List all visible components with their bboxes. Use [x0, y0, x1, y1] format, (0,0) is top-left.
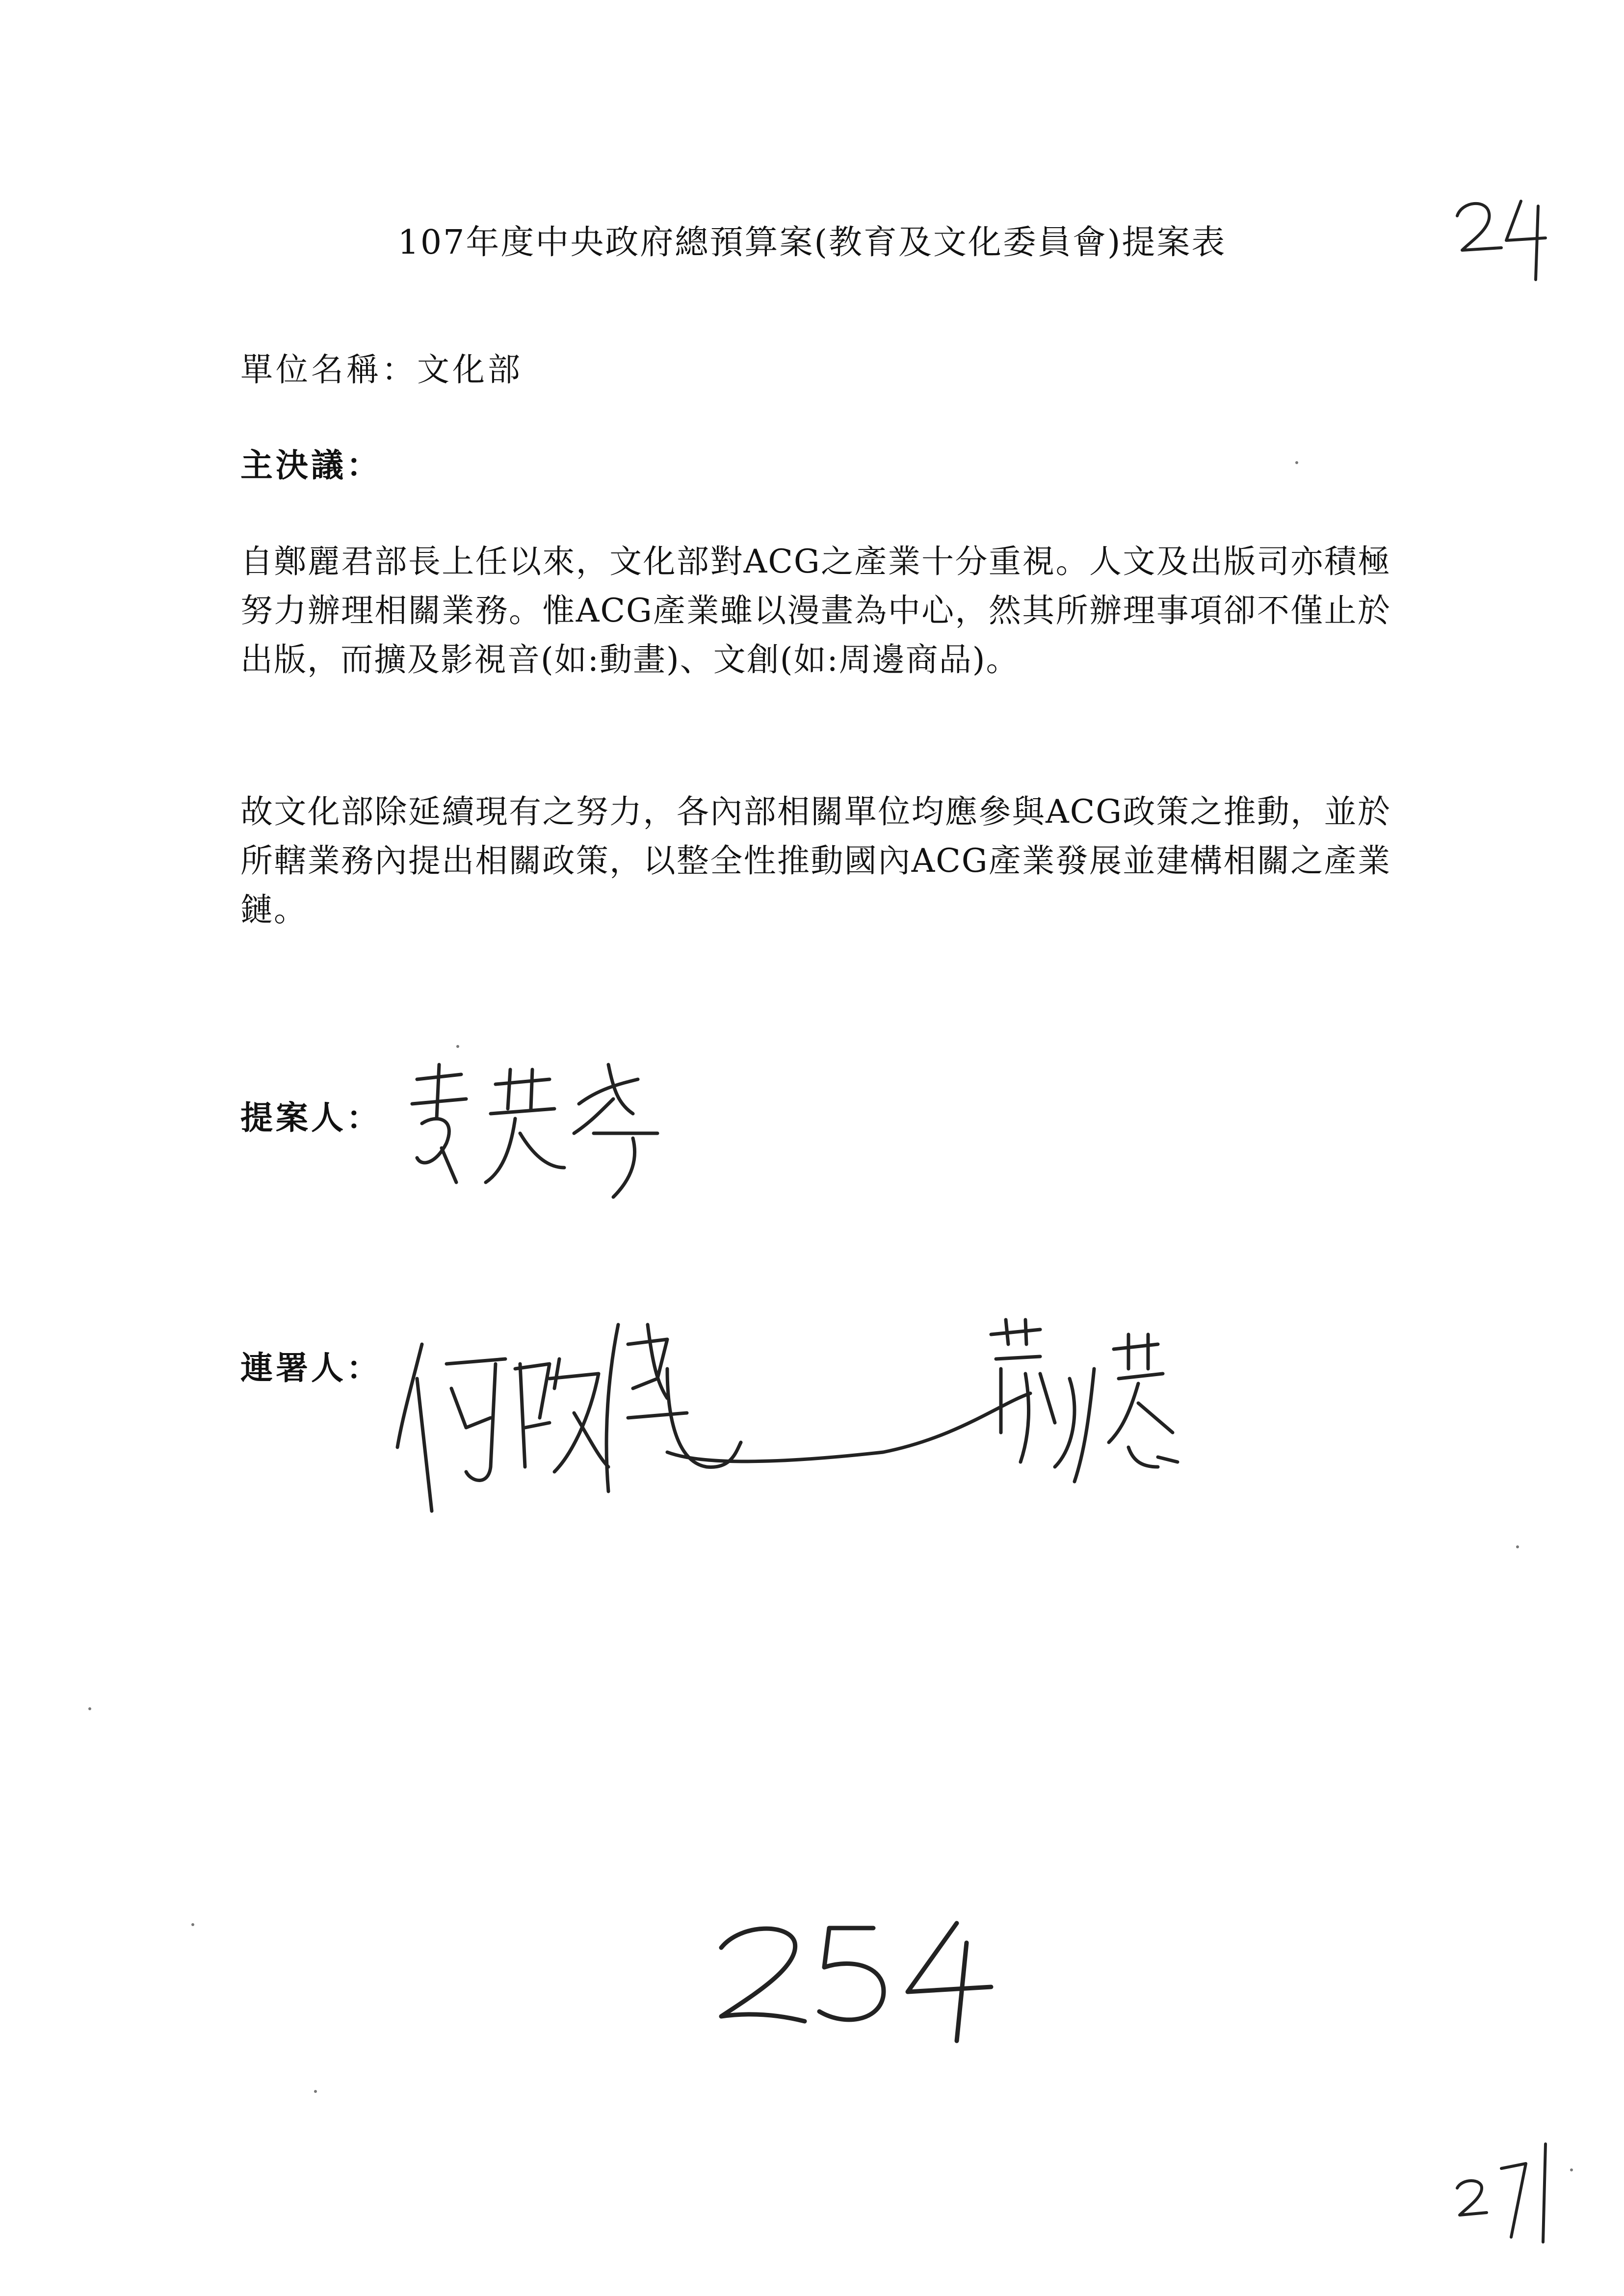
scan-speck — [1570, 2168, 1573, 2171]
proposer-label: 提案人： — [240, 1098, 382, 1137]
unit-name: 文化部 — [417, 351, 523, 389]
scan-speck — [88, 1707, 91, 1710]
resolution-label: 主決議： — [240, 446, 382, 484]
resolution-paragraph-1: 自鄭麗君部長上任以來，文化部對ACG之產業十分重視。人文及出版司亦積極努力辦理相關業務。惟ACG產業雖以漫畫為中心，然其所辦理事項卻不僅止於出版，而擴及影視音(如:動畫)、文創(如:周邊商品)。 — [240, 543, 1391, 678]
proposer-signature — [402, 1060, 677, 1222]
cosigner-label: 連署人： — [240, 1349, 382, 1387]
scan-speck — [191, 1923, 194, 1926]
scan-speck — [456, 1045, 459, 1048]
handwritten-mark-top-right — [1447, 186, 1560, 285]
resolution-paragraph-2: 故文化部除延續現有之努力，各內部相關單位均應參與ACG政策之推動，並於所轄業務內提出相關政策，以整全性推動國內ACG產業發展並建構相關之產業鏈。 — [240, 793, 1391, 929]
unit-row — [240, 343, 523, 390]
handwritten-mark-center — [711, 1913, 1006, 2041]
unit-label: 單位名稱： — [240, 351, 417, 389]
scan-speck — [1516, 1545, 1519, 1548]
scan-speck — [314, 2090, 317, 2093]
document-title: 107年度中央政府總預算案(教育及文化委員會)提案表 — [397, 223, 1227, 262]
handwritten-mark-bottom-right — [1452, 2129, 1580, 2247]
cosigner-signatures — [393, 1305, 1276, 1540]
scan-speck — [1295, 461, 1298, 464]
